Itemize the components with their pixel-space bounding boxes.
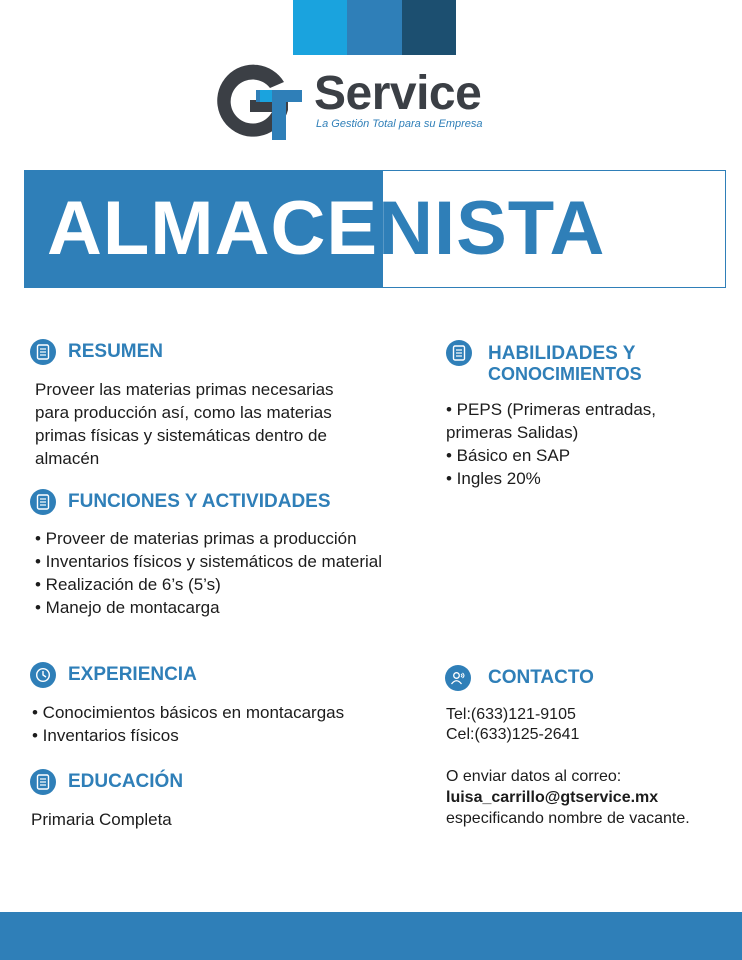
- contact-person-icon: [445, 665, 471, 691]
- resumen-line: almacén: [35, 449, 100, 468]
- educacion-heading: [30, 769, 183, 795]
- footer-bar: [0, 912, 742, 960]
- document-icon: [30, 489, 56, 515]
- list-item: • Inventarios físicos: [32, 726, 179, 745]
- habilidades-title-line1: HABILIDADES Y: [488, 343, 636, 364]
- resumen-text: [35, 378, 375, 470]
- habilidades-list: [446, 398, 716, 490]
- color-bar-mid: [347, 0, 401, 55]
- funciones-title: FUNCIONES Y ACTIVIDADES: [68, 491, 331, 512]
- list-item: • Básico en SAP: [446, 446, 571, 465]
- contacto-email-note: especificando nombre de vacante.: [446, 810, 690, 827]
- contacto-email-link[interactable]: luisa_carrillo@gtservice.mx: [446, 789, 659, 806]
- resumen-line: primas físicas y sistemáticas dentro de: [35, 426, 327, 445]
- contacto-phones: [446, 705, 736, 745]
- logo-wordmark: Service: [314, 67, 482, 120]
- contacto-heading: [445, 665, 594, 691]
- list-item: • Manejo de montacarga: [35, 598, 220, 617]
- habilidades-heading: [446, 340, 642, 384]
- job-title-banner: [24, 170, 726, 288]
- habilidades-title-line2: CONOCIMIENTOS: [488, 364, 642, 384]
- contacto-email-intro: O enviar datos al correo:: [446, 768, 622, 785]
- list-item: • Inventarios físicos y sistemáticos de material: [35, 552, 383, 571]
- contacto-email-block: [446, 766, 736, 829]
- list-item: • Realización de 6’s (5’s): [35, 575, 221, 594]
- experiencia-heading: [30, 662, 197, 688]
- experiencia-title: EXPERIENCIA: [68, 664, 197, 685]
- gt-service-logo: [204, 60, 504, 144]
- resumen-line: Proveer las materias primas necesarias: [35, 380, 334, 399]
- document-icon: [30, 339, 56, 365]
- document-icon: [30, 769, 56, 795]
- color-bar-dark: [402, 0, 456, 55]
- document-icon: [446, 340, 472, 366]
- list-item: • Conocimientos básicos en montacargas: [32, 703, 345, 722]
- experiencia-list: [32, 701, 392, 747]
- list-item: • Ingles 20%: [446, 469, 541, 488]
- clock-icon: [30, 662, 56, 688]
- job-title-part2: NISTA: [378, 186, 606, 271]
- educacion-value: Primaria Completa: [31, 810, 172, 829]
- job-title: [47, 186, 606, 271]
- habilidades-title: [488, 340, 642, 384]
- gt-logo-mark-icon: [204, 60, 314, 144]
- resumen-line: para producción así, como las materias: [35, 403, 332, 422]
- funciones-heading: [30, 489, 331, 515]
- educacion-text: [31, 808, 371, 831]
- job-title-part1: ALMACE: [47, 186, 379, 271]
- list-item: • PEPS (Primeras entradas,: [446, 400, 657, 419]
- funciones-list: [35, 527, 388, 619]
- contacto-tel: Tel:(633)121-9105: [446, 706, 576, 723]
- list-item: • Proveer de materias primas a producción: [35, 529, 357, 548]
- resumen-title: RESUMEN: [68, 341, 164, 362]
- list-item: primeras Salidas): [446, 423, 579, 442]
- contacto-title: CONTACTO: [488, 667, 594, 688]
- resumen-heading: [30, 339, 163, 365]
- logo-tagline: La Gestión Total para su Empresa: [316, 118, 483, 130]
- top-color-bars: [293, 0, 456, 55]
- color-bar-light: [293, 0, 347, 55]
- educacion-title: EDUCACIÓN: [68, 771, 184, 792]
- contacto-cel: Cel:(633)125-2641: [446, 726, 580, 743]
